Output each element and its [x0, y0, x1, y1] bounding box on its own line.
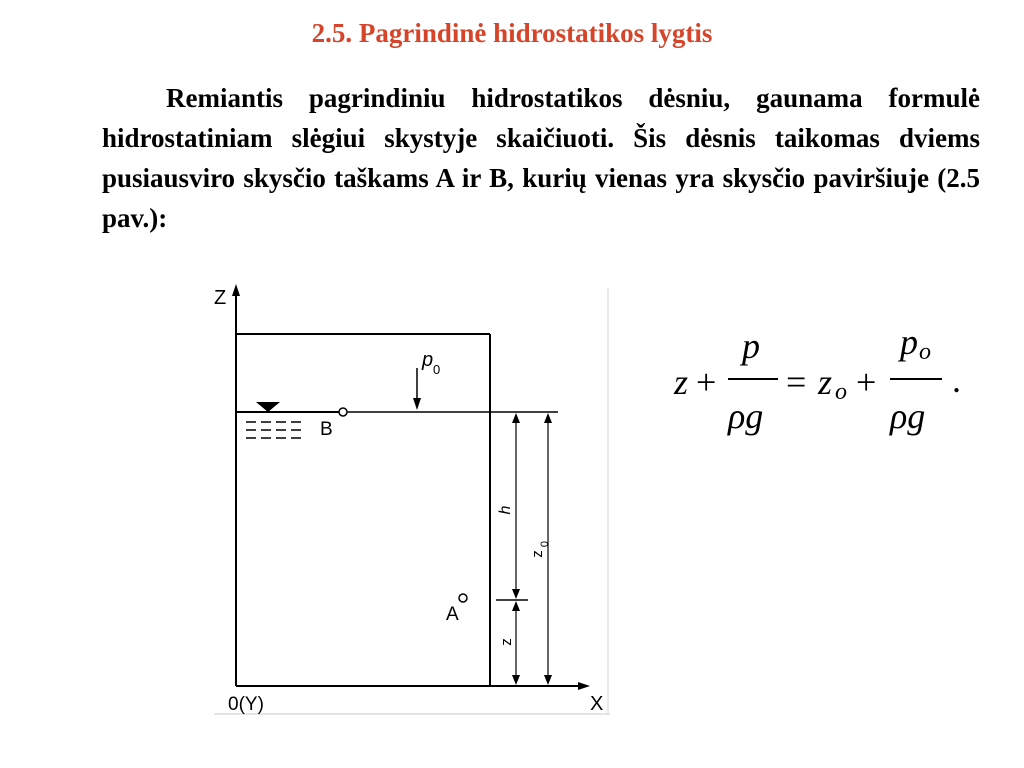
formula-numerator-2: p: [900, 322, 918, 362]
formula-plus-1: +: [696, 362, 717, 402]
hydrostatic-figure: [210, 282, 612, 720]
point-b-label: B: [320, 419, 333, 440]
pressure-subscript: 0: [433, 362, 441, 377]
h-dimension-label: h: [497, 505, 514, 515]
formula-denominator-1: ρg: [728, 396, 764, 436]
formula-fraction-bar-1: [728, 378, 778, 380]
formula-z: z: [674, 362, 689, 402]
formula-plus-2: +: [856, 362, 877, 402]
formula-period: .: [952, 360, 961, 400]
z-axis-arrow-icon: [232, 284, 240, 296]
point-b-marker: [339, 408, 347, 416]
point-a-marker: [459, 594, 467, 602]
x-axis-label: X: [590, 693, 604, 715]
z0-arrow-top-icon: [544, 413, 552, 423]
point-a-label: A: [446, 604, 459, 625]
z-axis-label: Z: [214, 287, 227, 309]
formula-zo: z: [818, 362, 833, 402]
formula-fraction-bar-2: [890, 378, 942, 380]
pressure-arrow-icon: [413, 398, 421, 410]
formula-denominator-2: ρg: [890, 396, 926, 436]
formula-zo-subscript: o: [835, 379, 847, 405]
surface-marker-icon: [256, 402, 280, 412]
z-arrow-bottom-icon: [512, 675, 520, 685]
formula-equals: =: [786, 362, 807, 402]
formula-numerator-1: p: [742, 326, 760, 366]
x-axis-arrow-icon: [578, 682, 590, 690]
hydrostatic-equation: [668, 318, 978, 448]
h-arrow-bottom-icon: [512, 589, 520, 599]
origin-label: 0(Y): [228, 694, 264, 715]
z0-arrow-bottom-icon: [544, 675, 552, 685]
z-dimension-label: z: [498, 638, 515, 646]
z0-dimension-subscript: 0: [539, 540, 551, 548]
formula-numerator-2-subscript: o: [919, 339, 931, 365]
intro-paragraph: Remiantis pagrindiniu hidrostatikos dėsniu, gaunama formulė hidrostatiniam slėgiui skystyje skaičiuoti. Šis dėsnis taikomas dviems pusiausviro skysčio taškams A ir B, kurių vienas yra skysčio paviršiuje (2.5 pav.):: [102, 83, 980, 233]
z-arrow-top-icon: [512, 601, 520, 611]
slide-title: 2.5. Pagrindinė hidrostatikos lygtis: [311, 18, 713, 48]
pressure-label: p: [422, 349, 434, 371]
figure-diagram: [210, 282, 612, 720]
z0-dimension-label: z: [529, 550, 546, 558]
h-arrow-top-icon: [512, 413, 520, 423]
